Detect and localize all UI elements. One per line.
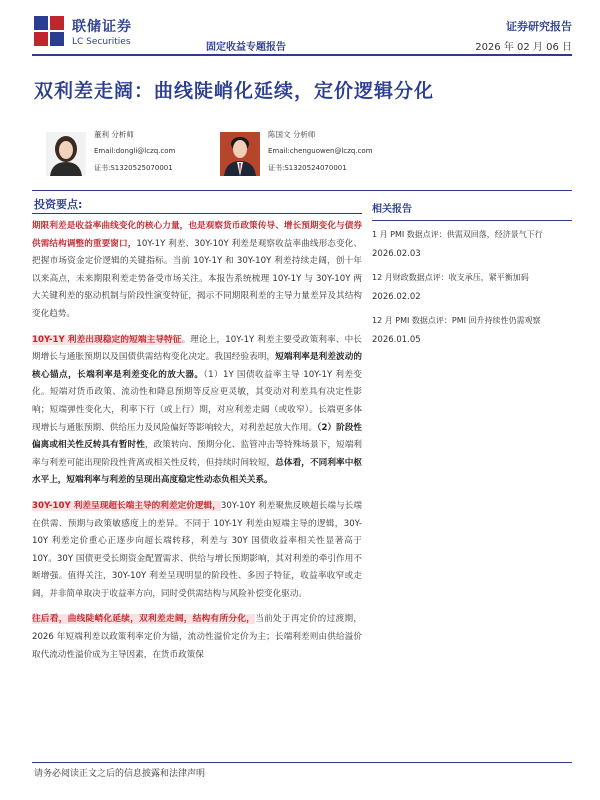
summary-underline (32, 213, 362, 214)
logo-cn-text: 联储证券 (72, 18, 132, 35)
related-report-title[interactable]: 12 月财政数据点评：收支承压，紧平衡加码 (372, 273, 529, 282)
analyst-cert: 证书:S1320524070001 (268, 164, 347, 172)
analyst-photo (220, 132, 260, 176)
analyst-email: Email:chenguowen@lczq.com (268, 147, 373, 155)
related-reports (372, 196, 572, 355)
highlight-text: 30Y-10Y 利差呈现超长端主导的利差定价逻辑， (32, 500, 221, 511)
body-text: 30Y-10Y 利差聚焦反映超长端与长端在供需、预期与政策敏感度上的差异。不同于 10Y-1Y 利差由短端主导的逻辑，30Y-10Y 利差定价重心正逐步向超长端转移，利差与 30Y 国债收益率相关性显著高于 10Y。30Y 国债更受长期资金配置需求、供给与增长预期影响，其对利差的牵引作用不断增强。值得关注，30Y-10Y 利差呈现明显的阶段性、多因子特征，收益率收窄或走阔，并非简单取决于收益率方向，同时受供需结构与风险补偿变化驱动。 (32, 500, 362, 599)
bold-text: 总体看，不同利率中枢水平上，短端利率与利差的呈现出高度稳定性动态负相关关系。 (32, 457, 362, 486)
body-text: 10Y-1Y 利差、30Y-10Y 利差是观察收益率曲线形态变化、把握市场资金定价逻辑的关键指标。当前 10Y-1Y 和 30Y-10Y 利差持续走阔，创十年以来高点，未来期限利差走势备受市场关注。本报告系统梳理 10Y-1Y 与 30Y-10Y 两大关键利差的驱动机制与阶段性演变特征，揭示不同期限利差的主导力量差异及其结构变化趋势。 (32, 238, 362, 319)
company-logo (32, 14, 132, 48)
investment-summary-title: 投资要点: (34, 198, 83, 211)
report-date: 2026 年 02 月 06 日 (475, 42, 572, 53)
related-report-date: 2026.02.02 (372, 292, 421, 302)
body-text: 当前处于再定价的过渡期，2026 年短端利差以政策利率定价为锚，流动性溢价定价为主；长端利差则由供给溢价取代流动性溢价成为主导因素，在货币政策保 (32, 614, 362, 660)
logo-en-text: LC Securities (72, 36, 131, 47)
body-text: ，政策转向、预期分化、监管冲击等特殊场景下，短端利率与利差可能出现阶段性背离或相关性反转，但持续时间较短， (32, 440, 362, 468)
analyst-cert: 证书:S1320525070001 (94, 164, 173, 172)
section-divider (32, 190, 572, 191)
related-reports-divider (372, 220, 572, 221)
footer-divider (32, 762, 572, 763)
highlight-text: 期限利差是收益率曲线变化的核心力量，也是观察货币政策传导、增长预期变化与债券供需结构调整的重要窗口， (32, 221, 362, 249)
highlight-text: 往后看，曲线陡峭化延续，双利差走阔，结构有所分化， (32, 614, 256, 625)
paragraph-1 (32, 218, 362, 324)
body-text: 。理论上，10Y-1Y 利差主要受政策利率、中长期增长与通胀预期以及国债供需结构变化决定。我国经验表明， (32, 334, 362, 363)
related-reports-title: 相关报告 (372, 204, 412, 215)
bold-text: （2）阶段性偏离或相关性反转具有暂时性 (32, 422, 362, 451)
paragraph-4 (32, 611, 362, 664)
header-divider (32, 54, 572, 56)
related-report-date: 2026.02.03 (372, 249, 421, 259)
footer-disclaimer: 请务必阅读正文之后的信息披露和法律声明 (34, 769, 206, 779)
related-report-title[interactable]: 12 月 PMI 数据点评：PMI 回升持续性仍需观察 (372, 316, 541, 325)
related-report-item[interactable] (372, 226, 572, 259)
analyst-email: Email:dongli@lczq.com (94, 147, 176, 155)
analyst-card (46, 126, 175, 177)
related-report-date: 2026.01.05 (372, 335, 421, 345)
paragraph-2 (32, 332, 362, 490)
analyst-card (220, 126, 373, 177)
analyst-name: 陈国文 分析师 (268, 130, 316, 139)
logo-mark-icon (32, 14, 66, 48)
page-title: 双利差走阔：曲线陡峭化延续，定价逻辑分化 (34, 80, 435, 102)
related-report-item[interactable] (372, 312, 572, 345)
main-content (32, 218, 362, 672)
paragraph-3 (32, 498, 362, 604)
highlight-text: 10Y-1Y 利差出现稳定的短端主导特征 (32, 334, 182, 345)
analyst-name: 董利 分析师 (94, 130, 134, 139)
body-text: （1）1Y 国债收益率主导 10Y-1Y 利差变化。短端对货币政策、流动性和降息预期等反应更灵敏，其变动对利差具有决定性影响；短端弹性变化大，利率下行（或上行）期，对应利差走阔（或收窄）。长端更多体现增长与通胀预期、供给压力及风险偏好等影响较大，对利差起放大作用。 (32, 369, 362, 433)
analyst-photo (46, 132, 86, 176)
related-report-title[interactable]: 1 月 PMI 数据点评：供需双回落，经济景气下行 (372, 230, 543, 239)
related-report-item[interactable] (372, 269, 572, 302)
bold-text: 短端利率是利差波动的核心锚点，长端利率是利差变化的放大器。 (32, 352, 362, 380)
report-type: 证券研究报告 (506, 20, 572, 33)
doc-type: 固定收益专题报告 (206, 42, 286, 53)
